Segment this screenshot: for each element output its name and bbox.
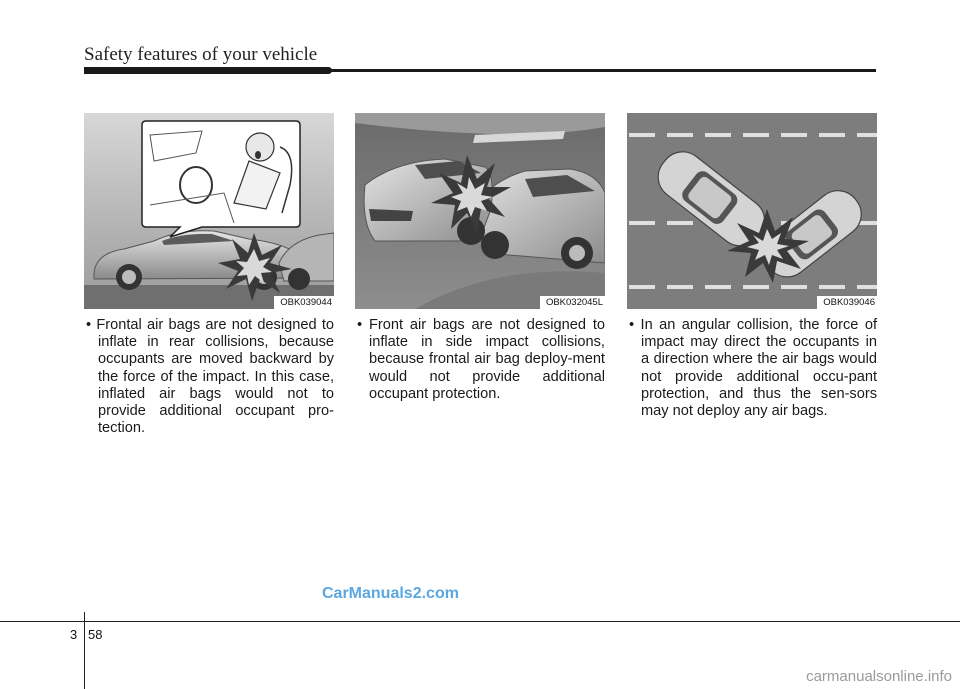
watermark-link[interactable]: CarManuals2.com	[322, 585, 459, 602]
footer-divider	[84, 612, 85, 689]
caption-text: • In an angular collision, the force of impact may direct the occupants in a direction where the air bags would not provide additional occu-pant protection, and thus the sen-sors may not deploy any air bags.	[629, 317, 877, 420]
rear-collision-illustration	[84, 113, 334, 309]
caption-angular-collision	[627, 317, 877, 420]
figure-rear-collision	[84, 113, 334, 309]
side-impact-illustration	[355, 113, 605, 309]
caption-rear-collision	[84, 317, 334, 437]
figure-code: OBK032045L	[540, 296, 605, 309]
chapter-number: 3	[70, 627, 78, 642]
figure-code: OBK039046	[817, 296, 877, 309]
figure-side-impact	[355, 113, 605, 309]
angular-collision-illustration	[627, 113, 877, 309]
caption-text: • Front air bags are not designed to inflate in side impact collisions, because frontal air bag deploy-ment would not provide additional occupant protection.	[357, 317, 605, 402]
caption-side-impact	[355, 317, 605, 403]
page-header-title: Safety features of your vehicle	[84, 44, 318, 65]
footer-site-link[interactable]: carmanualsonline.info	[806, 668, 952, 685]
header-tab	[84, 67, 332, 74]
figure-code: OBK039044	[274, 296, 334, 309]
page-number: 58	[88, 627, 103, 642]
footer-rule	[0, 621, 960, 622]
figure-angular-collision	[627, 113, 877, 309]
caption-text: • Frontal air bags are not designed to inflate in rear collisions, because occupants are moved backward by the force of the impact. In this case, inflated air bags would not to provide additional occupant pro-tection.	[86, 317, 334, 437]
